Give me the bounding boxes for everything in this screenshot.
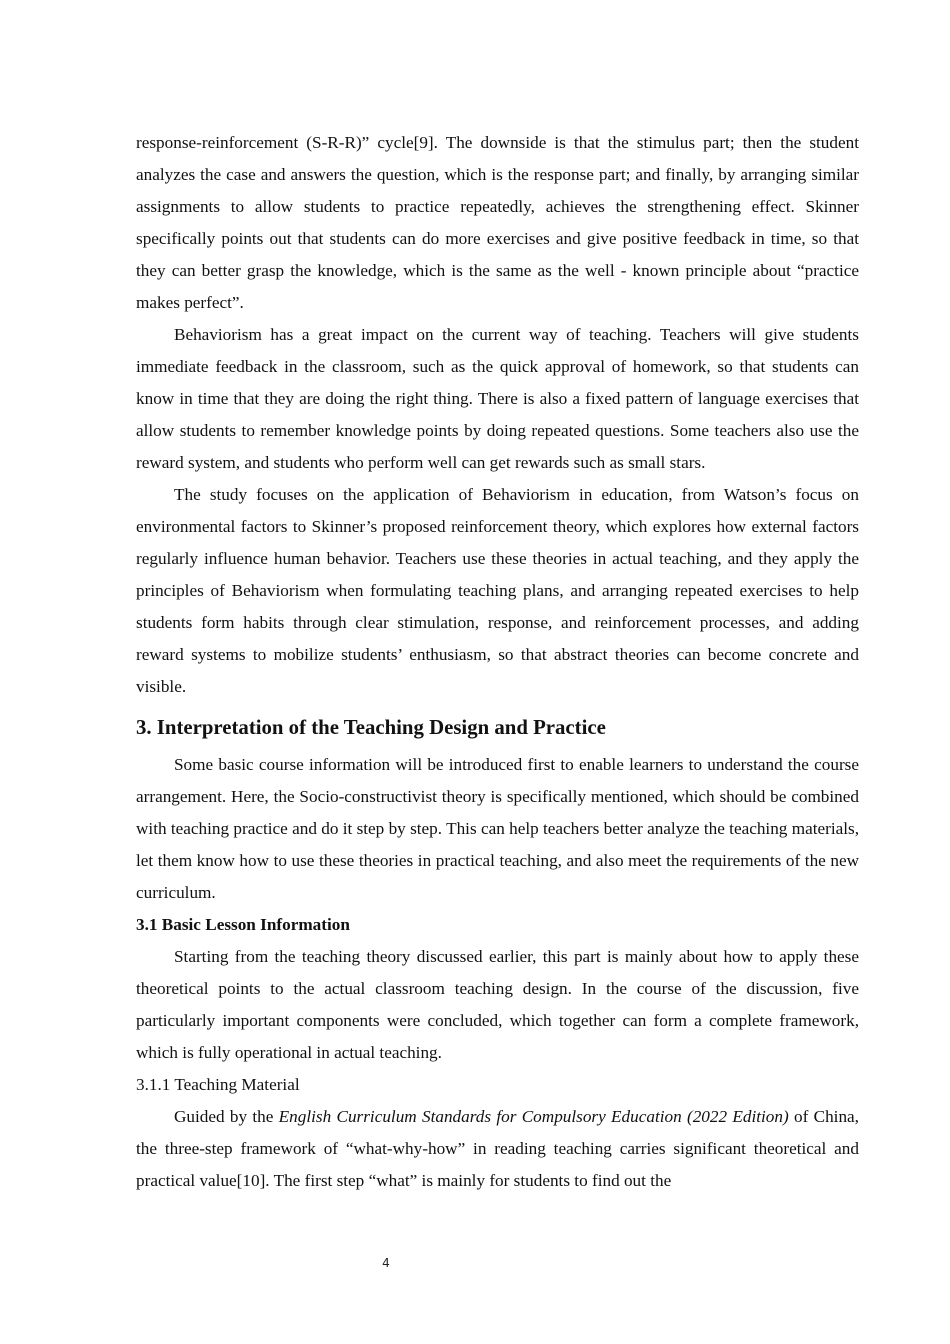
- paragraph-course-info: Some basic course information will be introduced first to enable learners to understand the course arrangement. Here, the Socio-constructivist theory is specifically mentioned, which should be combined with teaching practice and do it step by step. This can help teachers better analyze the teaching materials, let them know how to use these theories in practical teaching, and also meet the requirements of the new curriculum.: [136, 755, 859, 902]
- paragraph-curriculum-standards: [136, 1101, 859, 1197]
- paragraph-srr-cycle: response-reinforcement (S-R-R)” cycle[9]. The downside is that the stimulus part; then the student analyzes the case and answers the question, which is the response part; and finally, by arranging similar assignments to allow students to practice repeatedly, achieves the strengthening effect. Skinner specifically points out that students can do more exercises and give positive feedback in time, so that they can better grasp the knowledge, which is the same as the well - known principle about “practice makes perfect”.: [136, 133, 859, 312]
- subsection-heading-3-1-1: 3.1.1 Teaching Material: [136, 1075, 300, 1094]
- paragraph-behaviorism-impact: Behaviorism has a great impact on the current way of teaching. Teachers will give students immediate feedback in the classroom, such as the quick approval of homework, so that students can know in time that they are doing the right thing. There is also a fixed pattern of language exercises that allow students to remember knowledge points by doing repeated questions. Some teachers also use the reward system, and students who perform well can get rewards such as small stars.: [136, 325, 859, 472]
- paragraph-text-end: of China, the three-step framework of “what-why-how” in reading teaching carries significant theoretical and practical value[10]. The first step “what” is mainly for students to find out the: [136, 1107, 859, 1190]
- paragraph-text-start: Guided by the: [174, 1107, 279, 1126]
- curriculum-title-italic: English Curriculum Standards for Compulsory Education (2022 Edition): [278, 1107, 789, 1126]
- paragraph-study-focus: The study focuses on the application of Behaviorism in education, from Watson’s focus on environmental factors to Skinner’s proposed reinforcement theory, which explores how external factors regularly influence human behavior. Teachers use these theories in actual teaching, and they apply the principles of Behaviorism when formulating teaching plans, and arranging repeated exercises to help students form habits through clear stimulation, response, and reinforcement processes, and adding reward systems to mobilize students’ enthusiasm, so that abstract theories can become concrete and visible.: [136, 485, 859, 696]
- document-body: [136, 127, 859, 1197]
- page-number: 4: [382, 1256, 390, 1270]
- paragraph-teaching-theory: Starting from the teaching theory discussed earlier, this part is mainly about how to apply these theoretical points to the actual classroom teaching design. In the course of the discussion, five particularly important components were concluded, which together can form a complete framework, which is fully operational in actual teaching.: [136, 947, 859, 1062]
- section-heading-3: 3. Interpretation of the Teaching Design and Practice: [136, 716, 606, 739]
- subsection-heading-3-1: 3.1 Basic Lesson Information: [136, 915, 350, 934]
